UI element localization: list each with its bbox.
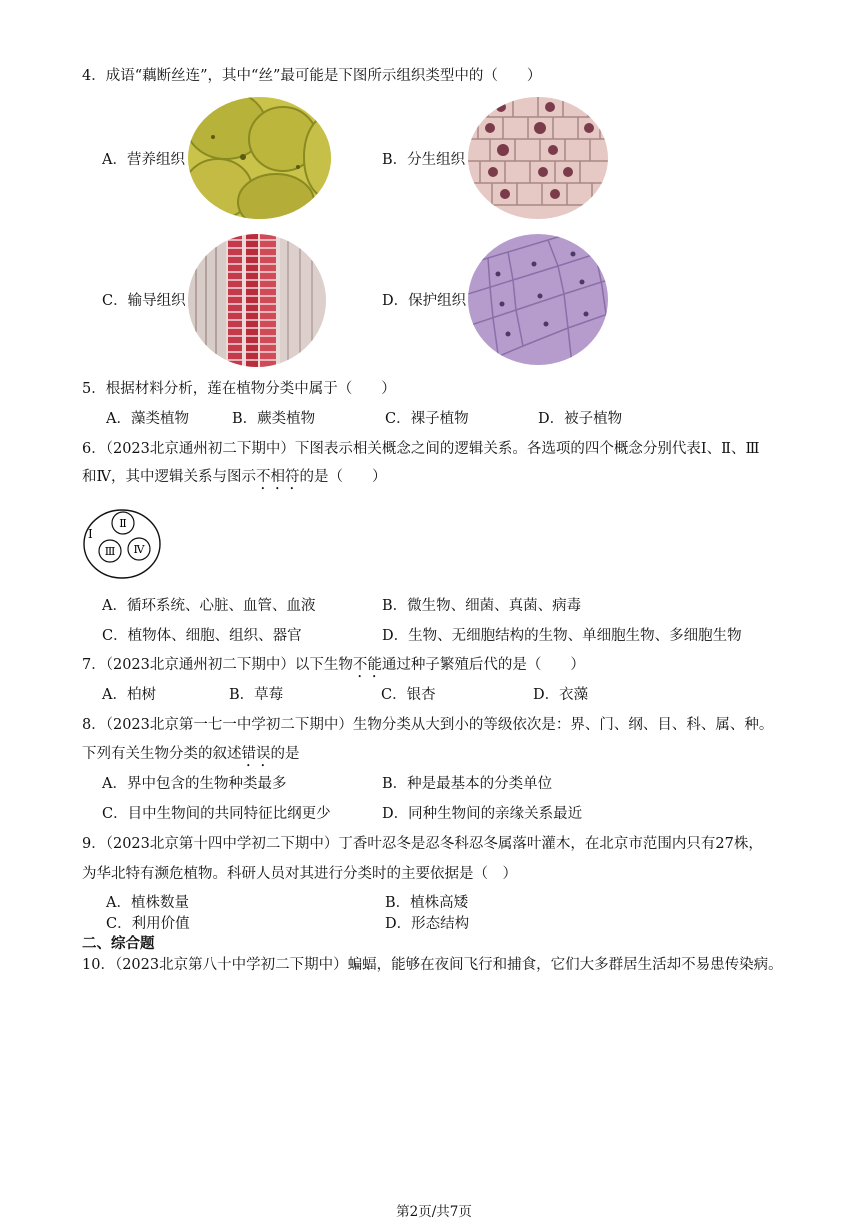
q8-option-b: B．种是最基本的分类单位 <box>382 776 553 792</box>
vascular-micrograph <box>188 234 326 367</box>
q7-option-b: B．草莓 <box>229 687 284 703</box>
q8-option-d: D．同种生物间的亲缘关系最近 <box>382 806 583 822</box>
q9-option-d: D．形态结构 <box>385 916 470 932</box>
q10-stem: 10．（2023北京第八十中学初二下期中）蝙蝠，能够在夜间飞行和捕食，它们大多群居生活却不易患传染病。 <box>82 957 783 973</box>
venn-label-c: Ⅳ <box>133 543 145 556</box>
q8-stem-emphasis: 错误 <box>241 746 271 762</box>
concept-venn-diagram <box>82 508 162 580</box>
q7-option-d: D．衣藻 <box>533 687 589 703</box>
epidermis-micrograph <box>468 234 608 365</box>
q5-option-c: C．裸子植物 <box>385 411 469 427</box>
venn-label-b: Ⅲ <box>104 545 116 558</box>
page-number: 第2页/共7页 <box>396 1204 472 1220</box>
q6-option-a: A．循环系统、心脏、血管、血液 <box>102 598 316 614</box>
q7-option-c: C．银杏 <box>381 687 436 703</box>
q6-stem-emphasis: 不相符 <box>256 469 300 485</box>
q9-option-b: B．植株高矮 <box>385 895 469 911</box>
q4-option-b: B．分生组织 <box>382 152 466 168</box>
q8-stem-line1: 8．（2023北京第一七一中学初二下期中）生物分类从大到小的等级依次是：界、门、纲、目、科、属、种。 <box>82 717 774 733</box>
q4-option-d: D．保护组织 <box>382 293 467 309</box>
q7-stem-post: 通过种子繁殖后代的是（ ） <box>381 657 585 673</box>
q7-stem-pre: 7．（2023北京通州初二下期中）以下生物 <box>82 657 353 673</box>
q4-option-c: C．输导组织 <box>102 293 186 309</box>
q6-stem-line1: 6．（2023北京通州初二下期中）下图表示相关概念之间的逻辑关系。各选项的四个概念分别代表Ⅰ、Ⅱ、Ⅲ <box>82 441 760 457</box>
q6-option-c: C．植物体、细胞、组织、器官 <box>102 628 302 644</box>
q5-option-d: D．被子植物 <box>538 411 623 427</box>
q4-option-a: A．营养组织 <box>102 152 185 168</box>
q6-stem-line2-post: 的是（ ） <box>299 469 387 485</box>
q8-stem-line2-post: 的是 <box>270 746 300 762</box>
venn-label-a: Ⅱ <box>119 517 127 530</box>
q7-option-a: A．柏树 <box>102 687 156 703</box>
venn-label-outer: Ⅰ <box>88 527 93 541</box>
q7-stem <box>82 655 585 681</box>
q5-stem: 5．根据材料分析，莲在植物分类中属于（ ） <box>82 381 396 397</box>
section-heading: 二、综合题 <box>82 935 155 952</box>
q7-stem-emphasis: 不能 <box>352 657 382 673</box>
q8-stem-line2 <box>82 744 300 770</box>
q6-stem-line2-pre: 和Ⅳ，其中逻辑关系与图示 <box>82 469 256 485</box>
q8-stem-line2-pre: 下列有关生物分类的叙述 <box>82 746 242 762</box>
q6-option-b: B．微生物、细菌、真菌、病毒 <box>382 598 582 614</box>
q8-option-c: C．目中生物间的共同特征比纲更少 <box>102 806 331 822</box>
q5-option-b: B．蕨类植物 <box>232 411 316 427</box>
q5-option-a: A．藻类植物 <box>106 411 189 427</box>
q6-option-d: D．生物、无细胞结构的生物、单细胞生物、多细胞生物 <box>382 628 742 644</box>
meristem-micrograph <box>468 97 608 219</box>
q8-option-a: A．界中包含的生物种类最多 <box>102 776 287 792</box>
q9-stem-line1: 9．（2023北京第十四中学初二下期中）丁香叶忍冬是忍冬科忍冬属落叶灌木，在北京市范围内只有27株， <box>82 836 763 852</box>
q6-stem-line2 <box>82 467 387 493</box>
q9-option-c: C．利用价值 <box>106 916 190 932</box>
parenchyma-micrograph <box>188 97 331 219</box>
q9-option-a: A．植株数量 <box>106 895 189 911</box>
q4-stem: 4．成语“藕断丝连”，其中“丝”最可能是下图所示组织类型中的（ ） <box>82 68 542 84</box>
q9-stem-line2: 为华北特有濒危植物。科研人员对其进行分类时的主要依据是（ ） <box>82 866 517 882</box>
